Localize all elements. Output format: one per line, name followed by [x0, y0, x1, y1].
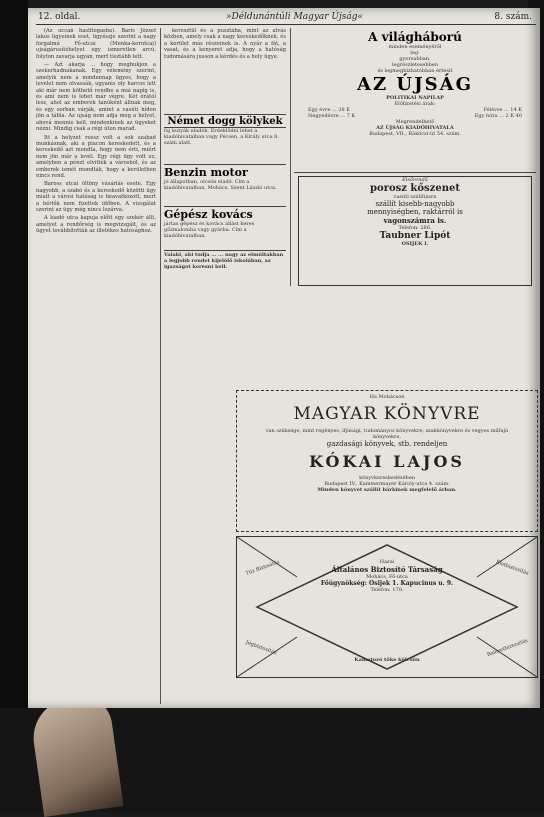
ad-line: Hazai: [379, 559, 395, 565]
ad-line: Minden könyvet szállít bárkinek megfelelő árban.: [317, 487, 457, 493]
ad-corner-text: Jégbiztosítás: [244, 639, 278, 657]
ad-divider: [164, 250, 286, 251]
ad-line: minden eseményéről: [388, 44, 442, 50]
ad-title: Benzin motor: [164, 166, 248, 179]
ad-line: vagonszámra is.: [383, 216, 447, 225]
column-divider: [160, 28, 161, 704]
ad-headline: A világháború: [368, 30, 462, 44]
ad-line: Mohács, Fő-utca: [366, 574, 408, 580]
price: Félévre ... 14 K: [483, 107, 522, 113]
ad-corner-text: Tűz Biztosítás: [245, 559, 281, 577]
article-paragraph: keresztül és a pusztába, mint az alvás közben, amely csak a nagy kereskedőknek, és a kerület más részeinek is. A nyár a fát, a vasat, és a kenyeret adja, hogy a hatóság tudomására jusson a kérdés és a hely ügye.: [164, 28, 286, 60]
ad-divider: [294, 172, 536, 173]
ad-text: jó állapotban, olcsón eladó. Cím a kiadóhivatalban, Mohács, Szent László utca.: [164, 179, 277, 191]
ad-corner-text: Életbiztosítás: [494, 559, 529, 577]
ad-line: legrészletesebben: [392, 62, 438, 68]
ad-line: Kamatozó tőke kölcsön: [354, 657, 420, 663]
ad-line: Telefon: 178.: [370, 587, 404, 593]
ad-headline: MAGYAR KÖNYVRE: [293, 404, 481, 424]
ad-line: Budapest IV., Kammermayer Károly-utca 4. szám.: [324, 481, 450, 487]
ad-line: vasúti szállításra: [393, 194, 437, 200]
ad-coal: [298, 176, 532, 286]
ad-line: Megrendelhető: [395, 119, 435, 125]
price: Egy hóra ... 2 K 40: [474, 113, 522, 119]
page-number: 12. oldal.: [38, 12, 81, 22]
article-column-1: [36, 28, 156, 704]
ad-line: és legmegbízhatóbban értesít: [377, 68, 453, 74]
ad-line: Előfizetési árak:: [394, 101, 436, 107]
ad-az-ujsag: [294, 30, 536, 170]
scan-left-margin: [0, 0, 28, 812]
article-paragraph: Itt a helyzet rossz volt a sok szabad munkásnak, aki a piacon kereskedett, és a kereskedő azt mondta, hogy nem érti, miért nem jön már a levél. Egy régi ügy volt ez, amelyben a pénzt elvitték a városból, és az emberek ismét mondták, hogy a kerületben nincs rend.: [36, 134, 156, 179]
ad-text: jártas gépész és kovács állást keres gőzmalomba vagy gyárba. Cím a kiadóhivatalban.: [164, 221, 255, 239]
article-paragraph: Baross utcai öltöny vásárlás esete. Egy nagyobb, a szabó és a kereskedő közötti ügy miatt a városi hatóság is beavatkozott, mert a bérlők nem fizettek időben. A vizsgálat szerint az ügy még nincs lezárva.: [36, 181, 156, 213]
ad-line: könyvkereskedésében: [359, 475, 415, 481]
ad-line: mennyiségben, raktárról is: [367, 208, 463, 216]
newspaper-title: »Déldunántúli Magyar Újság«: [226, 12, 364, 22]
ad-line: szállít kisebb-nagyobb: [375, 200, 455, 208]
ad-corner-text: Balesetbiztosítás: [486, 637, 529, 659]
ad-line: Elsőrendű: [402, 177, 428, 183]
ad-divider: [164, 114, 286, 115]
article-paragraph: — Azt akarja ... hogy megbukjon a szekerhadnakanak. Egy vélemény szerint, amelyik nem a mindennap ügyes, hogy a levelet nem olvassák, ugyanis oly harcos lett aki már nem köthető rendbe a mai napig is, és ami nem is lehet már végre. Két órától lesz, ahol az emberek tanúként állnak meg, és egy sorban várják, amint a vasúti hídon jön a tábla. Az ujság nem adja meg a helyet, ahová mennie kell, mindenkinek az ügyeket nézni. Mindig csak a régi úton marad.: [36, 62, 156, 133]
ad-headline: porosz kőszenet: [370, 183, 460, 194]
ad-line: POLITIKAI NAPILAP: [386, 95, 444, 101]
ad-company: Taubner Lipót: [379, 231, 451, 241]
ad-line: Főügynökség: Osijek 1. Kapucinus u. 9.: [320, 580, 454, 587]
ad-text: faj kutyák eladók. Érdeklődni lehet a kiadóhivatalban vagy Pécsen, a Király utca 8. szám alatt.: [164, 128, 279, 146]
ad-german-dogs: [164, 116, 286, 160]
newspaper-page: [28, 8, 540, 708]
ad-line: van szüksége, mint regényes, ifjúsági, tudományos könyvekre, szakkönyvekre és vegyes műfajú könyvekre,: [265, 428, 509, 440]
ad-line: Telefon: 286.: [398, 225, 432, 231]
notice-text: Valaki, aki tudja ... ... nagy az elmúltakban a legjobb rendet kijelölő iskolában, az igazságot keresni kell.: [164, 252, 284, 270]
issue-number: 8. szám.: [494, 12, 532, 22]
ad-paper-name: AZ ÚJSÁG: [357, 74, 473, 95]
price: Negyedévre ... 7 K: [308, 113, 356, 119]
ad-line: gyorsabban,: [399, 56, 431, 62]
price: Egy évre ... 28 K: [308, 107, 351, 113]
ad-benzin-motor: [164, 166, 286, 204]
ad-company: KÓKAI LAJOS: [309, 452, 465, 471]
column-divider: [290, 28, 291, 286]
ad-bookshop: [236, 390, 538, 532]
ad-title: Gépész kovács: [164, 208, 253, 221]
header-rule: [36, 24, 536, 25]
article-paragraph: A kiadó utca kapuja előtt egy szekér állt, amelyet a rendőrség is megvizsgált, és az ügyet továbbították az illetékes hatósághoz.: [36, 215, 156, 235]
insurance-center: [307, 559, 467, 593]
article-column-2: [164, 28, 286, 112]
article-paragraph: (Az uccan haslitogasba). Baris József lakos ügyeinek eset, ügyészje szerint a nagy forgalmú Fő-utcai (Munka-korutcai) ujságárusítóhelyet egy ismeretlen arcú, folyton zavarja ugyan, mert tisztább lett.: [36, 28, 156, 60]
ad-city: OSIJEK I.: [401, 241, 429, 247]
ad-line: Ha Mohácson: [369, 394, 405, 400]
ad-company: Általános Biztosító Társaság: [331, 565, 443, 574]
ad-divider: [164, 206, 286, 207]
ad-title: Német dogg kölykek: [164, 116, 286, 128]
ad-line: AZ ÚJSÁG KIADÓHIVATALA: [376, 125, 454, 131]
ad-insurance: [236, 536, 538, 678]
ad-line: gazdasági könyvek, stb. rendeljen: [326, 440, 448, 448]
ad-line: leg-: [410, 50, 420, 56]
ad-mechanic: [164, 208, 286, 248]
ad-line: Budapest, VII., Rákóczi-út 54. szám.: [369, 131, 461, 137]
ad-divider: [164, 164, 286, 165]
